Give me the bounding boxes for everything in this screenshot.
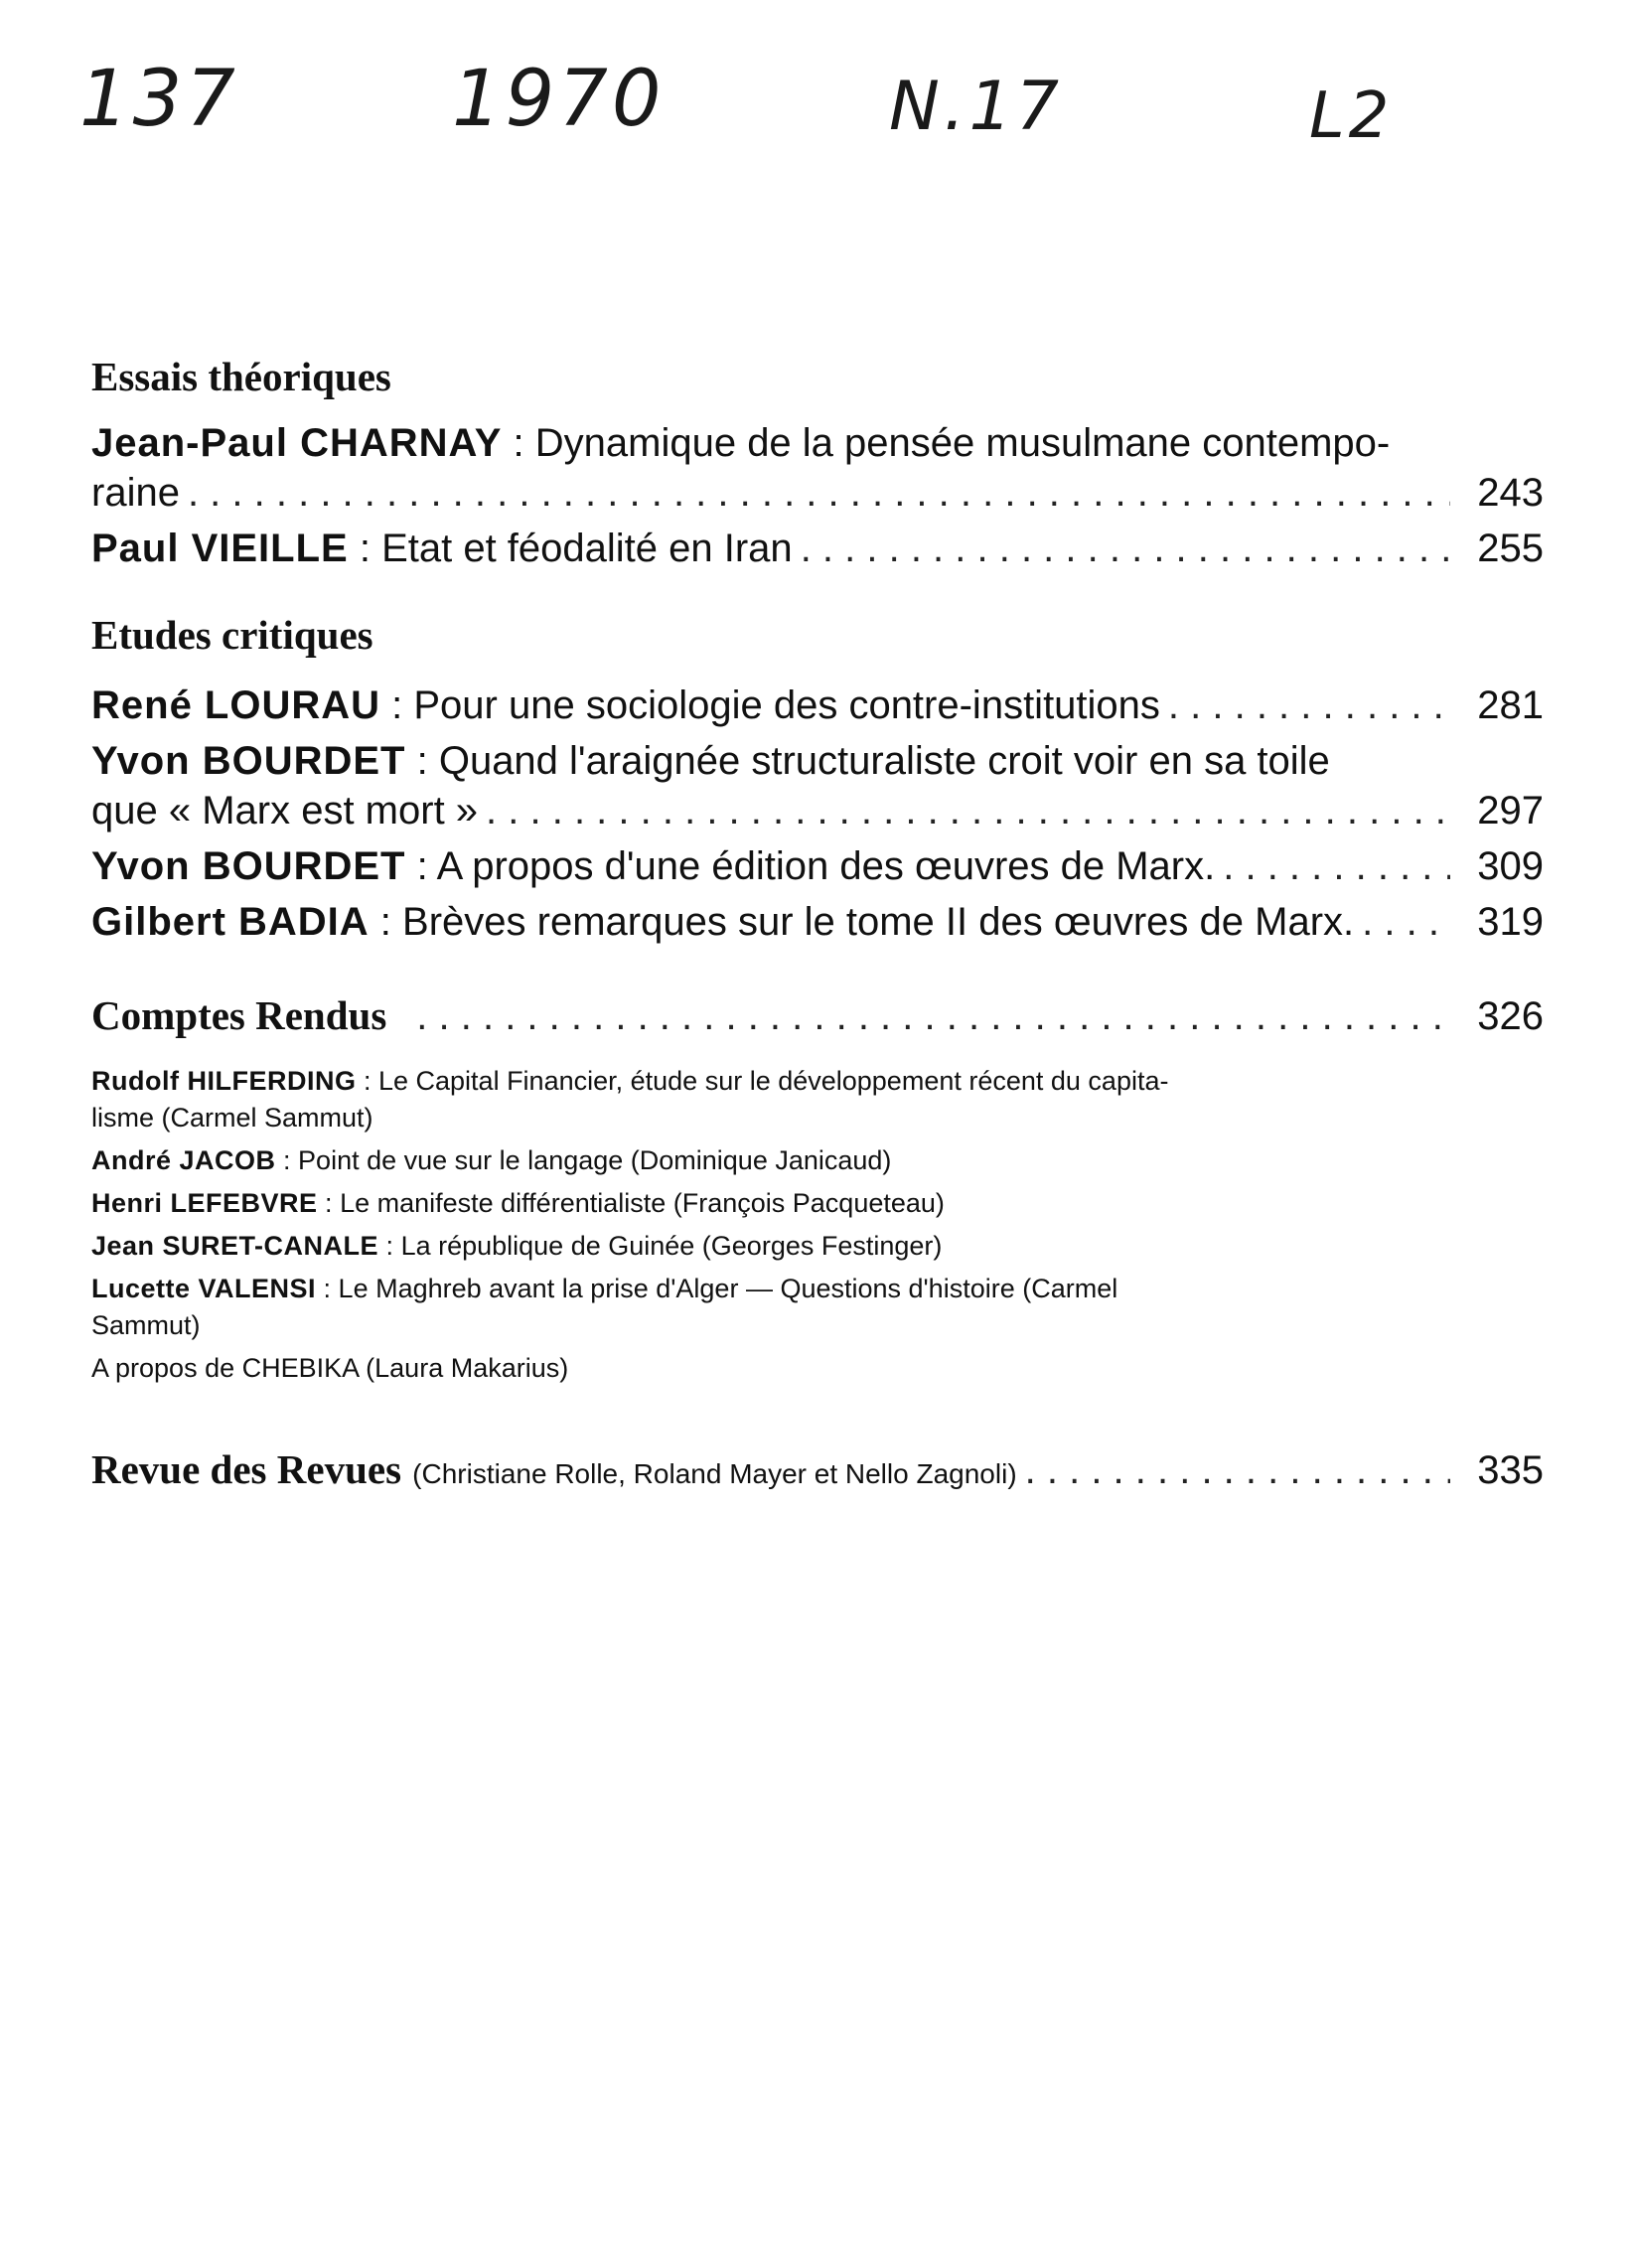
toc-title: raine (91, 471, 180, 515)
review-entry (91, 1228, 1454, 1265)
section-subtitle-revue: (Christiane Rolle, Roland Mayer et Nello Zagnoli) (412, 1458, 1017, 1489)
toc-separator: : (502, 421, 535, 465)
review-author: Rudolf HILFERDING (91, 1066, 357, 1096)
toc-entry (91, 736, 1544, 835)
toc-page-number: 335 (1477, 1448, 1544, 1492)
toc-entry-line (91, 897, 1544, 947)
toc-entry-line (91, 468, 1544, 518)
review-title: Le manifeste différentialiste (François Pacqueteau) (340, 1188, 945, 1218)
review-title: Le Capital Financier, étude sur le développement récent du capita- (377, 1066, 1169, 1096)
toc-title: A propos d'une édition des œuvres de Marx. (436, 844, 1216, 888)
toc-author: Jean-Paul CHARNAY (91, 421, 503, 465)
toc-entry-line (91, 786, 1544, 835)
review-title: La république de Guinée (Georges Festinger) (400, 1231, 943, 1261)
toc-title: Etat et féodalité en Iran (381, 527, 793, 570)
dot-leader (1168, 680, 1450, 730)
toc-separator: : (380, 683, 414, 727)
review-entry (91, 1350, 1454, 1387)
review-author: Jean SURET-CANALE (91, 1231, 379, 1261)
toc-entry (91, 680, 1544, 730)
section-header-comptes (91, 990, 1544, 1041)
review-separator: : (356, 1066, 378, 1096)
dot-leader (1025, 1445, 1450, 1495)
dot-leader (486, 786, 1450, 835)
section-title-etudes: Etudes critiques (91, 612, 373, 658)
review-line (91, 1063, 1454, 1100)
toc-separator: : (369, 900, 403, 944)
toc-title: Pour une sociologie des contre-institutions (413, 683, 1160, 727)
toc-entry-line (91, 418, 1544, 468)
toc-separator: : (405, 739, 439, 783)
dot-leader (1223, 841, 1450, 891)
review-title: lisme (Carmel Sammut) (91, 1103, 373, 1133)
toc-entry-line (91, 736, 1544, 786)
toc-entry (91, 841, 1544, 891)
toc-page-number: 281 (1477, 683, 1544, 727)
toc-separator: : (405, 844, 437, 888)
review-title: A propos de CHEBIKA (Laura Makarius) (91, 1353, 569, 1383)
toc-entry-line (91, 841, 1544, 891)
review-author: André JACOB (91, 1145, 276, 1175)
review-title: Sammut) (91, 1310, 201, 1340)
dot-leader (801, 524, 1450, 573)
toc-entry-line (91, 680, 1544, 730)
toc-page-number: 255 (1477, 527, 1544, 570)
toc-page-number: 297 (1477, 789, 1544, 832)
dot-leader (1362, 897, 1450, 947)
toc-entry (91, 897, 1544, 947)
toc-title: Brèves remarques sur le tome II des œuvres de Marx. (402, 900, 1355, 944)
toc-separator: : (348, 527, 382, 570)
review-separator: : (316, 1274, 339, 1303)
review-entry (91, 1063, 1454, 1136)
toc-author: Gilbert BADIA (91, 900, 370, 944)
review-title: Le Maghreb avant la prise d'Alger — Questions d'histoire (Carmel (338, 1274, 1118, 1303)
dot-leader (416, 991, 1450, 1041)
review-separator: : (275, 1145, 299, 1175)
toc-author: Yvon BOURDET (91, 739, 406, 783)
toc-page-number: 319 (1477, 900, 1544, 944)
review-separator: : (378, 1231, 401, 1261)
handwritten-note-year: 1970 (452, 55, 666, 144)
toc-page-number: 326 (1477, 994, 1544, 1038)
handwritten-note-number: 137 (79, 55, 239, 144)
review-title: Point de vue sur le langage (Dominique Janicaud) (298, 1145, 892, 1175)
toc-author: René LOURAU (91, 683, 381, 727)
review-author: Lucette VALENSI (91, 1274, 317, 1303)
toc-title: que « Marx est mort » (91, 789, 479, 832)
dot-leader (188, 468, 1450, 518)
review-list (91, 1063, 1544, 1387)
section-title-revue: Revue des Revues (91, 1446, 402, 1492)
toc-entry (91, 418, 1544, 518)
review-entry (91, 1142, 1454, 1179)
handwritten-note-code: L2 (1309, 79, 1394, 153)
toc-page-number: 243 (1477, 471, 1544, 515)
review-entry (91, 1185, 1454, 1222)
toc-author: Paul VIEILLE (91, 527, 349, 570)
toc-entry-line (91, 524, 1544, 573)
toc-title: Quand l'araignée structuraliste croit voir en sa toile (438, 739, 1330, 783)
table-of-contents (91, 353, 1544, 1499)
toc-entry (91, 524, 1544, 573)
review-entry (91, 1271, 1454, 1344)
handwritten-note-issue: N.17 (889, 68, 1064, 146)
section-title-comptes: Comptes Rendus (91, 992, 387, 1038)
review-separator: : (317, 1188, 341, 1218)
toc-page-number: 309 (1477, 844, 1544, 888)
review-author: Henri LEFEBVRE (91, 1188, 318, 1218)
review-line (91, 1271, 1454, 1307)
toc-author: Yvon BOURDET (91, 844, 406, 888)
toc-title: Dynamique de la pensée musulmane contempo- (534, 421, 1391, 465)
section-title-essais: Essais théoriques (91, 354, 391, 399)
section-header-revue (91, 1444, 1544, 1499)
